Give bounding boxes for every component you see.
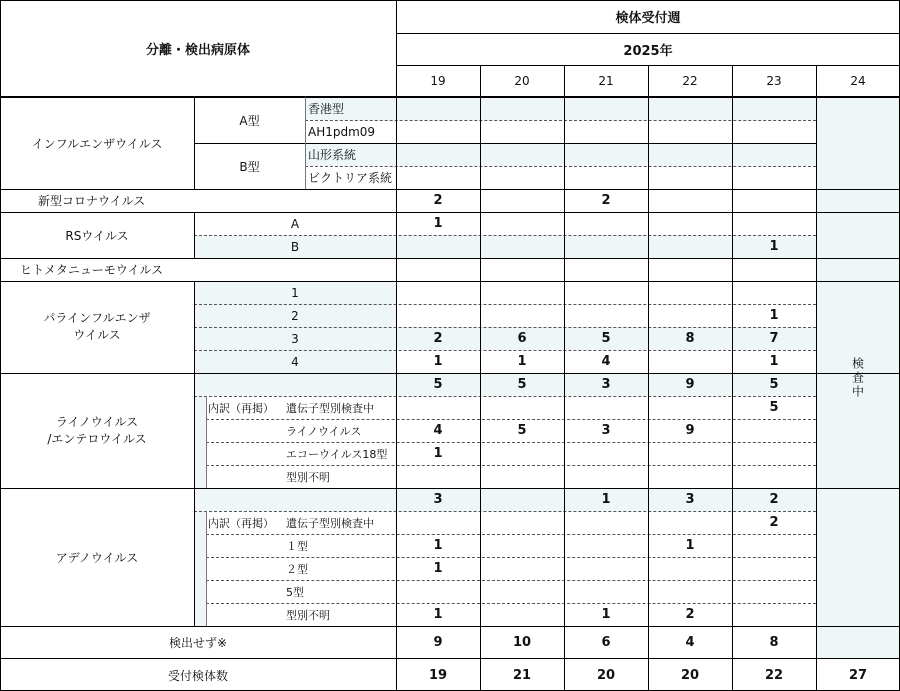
v-rule xyxy=(648,65,649,691)
week-23-header: 23 xyxy=(766,74,782,88)
h-rule xyxy=(305,120,816,121)
value-cell xyxy=(480,580,564,603)
value-cell xyxy=(396,120,480,143)
v-rule xyxy=(206,396,207,488)
value-cell xyxy=(564,120,648,143)
row-label: 香港型 xyxy=(308,102,345,116)
received-value: 19 xyxy=(428,667,448,683)
influenza-label: インフルエンザウイルス xyxy=(31,136,163,151)
value-cell xyxy=(648,580,732,603)
row-label: 1 xyxy=(291,285,299,300)
value-cell: 3 xyxy=(601,423,611,438)
not-detected-value: 4 xyxy=(685,635,695,650)
row-label: 5型 xyxy=(286,585,304,599)
rhino-entero-label xyxy=(0,373,194,488)
parainfluenza-line1: パラインフルエンザ xyxy=(43,311,151,325)
value-cell xyxy=(564,143,648,166)
value-cell xyxy=(732,166,816,189)
value-cell xyxy=(480,603,564,626)
value-cell xyxy=(480,281,564,304)
row-label: AH1pdm09 xyxy=(308,124,376,139)
row-label: ２型 xyxy=(286,562,308,576)
h-rule xyxy=(0,626,900,627)
h-rule xyxy=(0,96,900,98)
value-cell: 1 xyxy=(433,354,443,369)
value-cell xyxy=(480,258,564,281)
v-rule xyxy=(480,65,481,691)
value-cell xyxy=(648,442,732,465)
value-cell xyxy=(480,465,564,488)
value-cell xyxy=(480,488,564,511)
v-rule xyxy=(194,281,195,626)
value-cell xyxy=(648,166,732,189)
h-rule xyxy=(206,465,816,466)
row-label: 遺伝子型別検査中 xyxy=(286,401,374,415)
value-cell xyxy=(564,580,648,603)
value-cell xyxy=(564,166,648,189)
h-rule xyxy=(194,143,816,144)
value-cell xyxy=(480,212,564,235)
value-cell xyxy=(564,304,648,327)
h-rule xyxy=(194,511,816,512)
value-cell xyxy=(396,304,480,327)
value-cell xyxy=(732,143,816,166)
week-21-header: 21 xyxy=(598,74,614,88)
value-cell xyxy=(648,511,732,534)
received-label: 受付検体数 xyxy=(167,668,228,683)
row-label: ビクトリア系統 xyxy=(308,171,393,185)
pending-text: 検査中 xyxy=(850,357,865,399)
h-rule xyxy=(194,327,816,328)
v-rule xyxy=(396,0,397,691)
value-cell xyxy=(648,465,732,488)
value-cell xyxy=(648,396,732,419)
value-cell xyxy=(648,281,732,304)
value-cell: 9 xyxy=(685,377,695,392)
value-cell xyxy=(480,235,564,258)
h-rule xyxy=(0,258,900,259)
value-cell: 5 xyxy=(601,331,611,346)
received-value: 20 xyxy=(596,667,616,683)
value-cell: 5 xyxy=(769,377,779,392)
value-cell: 1 xyxy=(769,354,779,369)
value-cell xyxy=(480,534,564,557)
value-cell xyxy=(396,281,480,304)
value-cell xyxy=(564,442,648,465)
value-cell xyxy=(396,166,480,189)
value-cell xyxy=(396,97,480,120)
h-rule xyxy=(206,419,816,420)
received-value: 20 xyxy=(680,667,700,683)
h-rule xyxy=(0,281,900,282)
value-cell xyxy=(732,212,816,235)
row-label: 型別不明 xyxy=(286,608,330,622)
value-cell xyxy=(732,465,816,488)
value-cell xyxy=(648,189,732,212)
v-rule xyxy=(194,212,195,258)
value-cell: 2 xyxy=(685,607,695,622)
value-cell: 1 xyxy=(601,607,611,622)
value-cell xyxy=(480,120,564,143)
value-cell xyxy=(564,97,648,120)
row-label: ライノウイルス xyxy=(286,424,362,438)
value-cell: 3 xyxy=(685,492,695,507)
h-rule xyxy=(0,212,900,213)
pathogen-header: 分離・検出病原体 xyxy=(145,43,250,58)
value-cell xyxy=(396,511,480,534)
row-label: １型 xyxy=(286,539,308,553)
value-cell: 1 xyxy=(517,354,527,369)
v-rule xyxy=(564,65,565,691)
value-cell xyxy=(564,258,648,281)
value-cell: 1 xyxy=(433,607,443,622)
value-cell: 1 xyxy=(601,492,611,507)
value-cell xyxy=(396,235,480,258)
value-cell: 6 xyxy=(517,331,527,346)
parainfluenza-line2: ウイルス xyxy=(73,328,121,342)
value-cell xyxy=(648,557,732,580)
covid-label: 新型コロナウイルス xyxy=(38,194,146,208)
week-header: 検体受付週 xyxy=(615,11,681,26)
v-rule xyxy=(206,511,207,626)
value-cell xyxy=(648,258,732,281)
value-cell xyxy=(396,580,480,603)
week-20-header: 20 xyxy=(514,74,530,88)
value-cell: 1 xyxy=(433,446,443,461)
not-detected-label: 検出せず※ xyxy=(168,636,228,650)
shade-strip xyxy=(194,511,206,626)
v-rule xyxy=(816,65,817,691)
adeno-label: アデノウイルス xyxy=(55,550,139,565)
influenza-b-label: B型 xyxy=(239,159,260,174)
value-cell: 2 xyxy=(433,193,443,208)
value-cell xyxy=(396,143,480,166)
value-cell xyxy=(480,442,564,465)
rhino-line2: /エンテロウイルス xyxy=(47,431,147,446)
value-cell xyxy=(732,189,816,212)
row-label: 遺伝子型別検査中 xyxy=(286,516,374,530)
value-cell xyxy=(564,396,648,419)
not-detected-value: 9 xyxy=(433,635,443,650)
value-cell xyxy=(648,120,732,143)
h-rule xyxy=(396,33,900,34)
value-cell: 9 xyxy=(685,423,695,438)
h-rule xyxy=(194,396,816,397)
week-24-header: 24 xyxy=(850,74,866,88)
not-detected-value: 8 xyxy=(769,635,779,650)
h-rule xyxy=(305,166,816,167)
value-cell xyxy=(480,97,564,120)
row-label: A xyxy=(290,216,300,231)
week-22-header: 22 xyxy=(682,74,698,88)
week-19-header: 19 xyxy=(430,74,446,88)
value-cell: 5 xyxy=(517,377,527,392)
value-cell xyxy=(480,304,564,327)
value-cell: 5 xyxy=(517,423,527,438)
value-cell: 2 xyxy=(769,515,779,530)
row-label: B xyxy=(290,239,300,254)
value-cell: 2 xyxy=(433,331,443,346)
not-detected-value: 10 xyxy=(512,635,532,650)
rhino-breakdown-label: 内訳（再掲） xyxy=(208,401,274,415)
value-cell: 3 xyxy=(601,377,611,392)
received-value: 22 xyxy=(764,667,784,683)
h-rule xyxy=(0,488,900,489)
value-cell xyxy=(564,235,648,258)
v-rule xyxy=(305,97,306,189)
value-cell: 1 xyxy=(433,538,443,553)
h-rule xyxy=(206,557,816,558)
rsv-label: RSウイルス xyxy=(65,228,129,243)
value-cell: 7 xyxy=(769,331,779,346)
value-cell xyxy=(396,258,480,281)
value-cell xyxy=(732,603,816,626)
value-cell xyxy=(564,534,648,557)
value-cell xyxy=(480,557,564,580)
influenza-a-label: A型 xyxy=(239,113,260,128)
row-label: 4 xyxy=(291,354,299,369)
h-rule xyxy=(194,304,816,305)
value-cell xyxy=(480,143,564,166)
value-cell: 2 xyxy=(601,193,611,208)
value-cell xyxy=(732,442,816,465)
value-cell xyxy=(648,143,732,166)
value-cell xyxy=(648,350,732,373)
v-rule xyxy=(732,65,733,691)
value-cell: 1 xyxy=(433,561,443,576)
value-cell xyxy=(648,97,732,120)
value-cell xyxy=(648,212,732,235)
value-cell: 8 xyxy=(685,331,695,346)
value-cell: 4 xyxy=(601,354,611,369)
h-rule xyxy=(206,603,816,604)
value-cell: 1 xyxy=(769,239,779,254)
value-cell xyxy=(648,304,732,327)
value-cell xyxy=(396,396,480,419)
value-cell xyxy=(564,212,648,235)
v-rule xyxy=(194,97,195,189)
value-cell: 5 xyxy=(769,400,779,415)
hmpv-label: ヒトメタニューモウイルス xyxy=(20,263,164,277)
value-cell xyxy=(732,580,816,603)
value-cell xyxy=(732,557,816,580)
value-cell xyxy=(480,511,564,534)
h-rule xyxy=(206,580,816,581)
value-cell xyxy=(480,166,564,189)
parainfluenza-label xyxy=(0,281,194,373)
value-cell xyxy=(564,281,648,304)
value-cell xyxy=(732,258,816,281)
value-cell xyxy=(564,511,648,534)
year-header: 2025年 xyxy=(623,43,673,59)
value-cell: 1 xyxy=(769,308,779,323)
received-value: 21 xyxy=(512,667,532,683)
value-cell: 5 xyxy=(433,377,443,392)
value-cell xyxy=(648,235,732,258)
rhino-line1: ライノウイルス xyxy=(55,414,139,429)
value-cell xyxy=(480,189,564,212)
value-cell xyxy=(732,534,816,557)
not-detected-value: 6 xyxy=(601,635,611,650)
value-cell xyxy=(564,557,648,580)
row-label: 型別不明 xyxy=(286,470,330,484)
value-cell: 3 xyxy=(433,492,443,507)
value-cell xyxy=(732,281,816,304)
shade-strip xyxy=(194,396,206,488)
value-cell xyxy=(564,465,648,488)
h-rule xyxy=(206,534,816,535)
received-value: 27 xyxy=(848,667,868,683)
value-cell: 2 xyxy=(769,492,779,507)
h-rule xyxy=(0,373,900,374)
h-rule xyxy=(0,189,900,190)
row-label: 3 xyxy=(291,331,299,346)
row-label: エコーウイルス18型 xyxy=(286,447,388,461)
h-rule xyxy=(194,235,816,236)
h-rule xyxy=(194,350,816,351)
v-rule xyxy=(0,0,1,691)
value-cell: 4 xyxy=(433,423,443,438)
row-label: 山形系統 xyxy=(308,148,357,162)
row-label: 2 xyxy=(291,308,299,323)
h-rule xyxy=(0,0,900,1)
value-cell xyxy=(732,419,816,442)
adeno-breakdown-label: 内訳（再掲） xyxy=(208,516,274,530)
value-cell xyxy=(732,97,816,120)
value-cell xyxy=(480,396,564,419)
h-rule xyxy=(206,442,816,443)
value-cell xyxy=(732,120,816,143)
value-cell: 1 xyxy=(685,538,695,553)
value-cell xyxy=(396,465,480,488)
h-rule xyxy=(0,658,900,659)
value-cell: 1 xyxy=(433,216,443,231)
